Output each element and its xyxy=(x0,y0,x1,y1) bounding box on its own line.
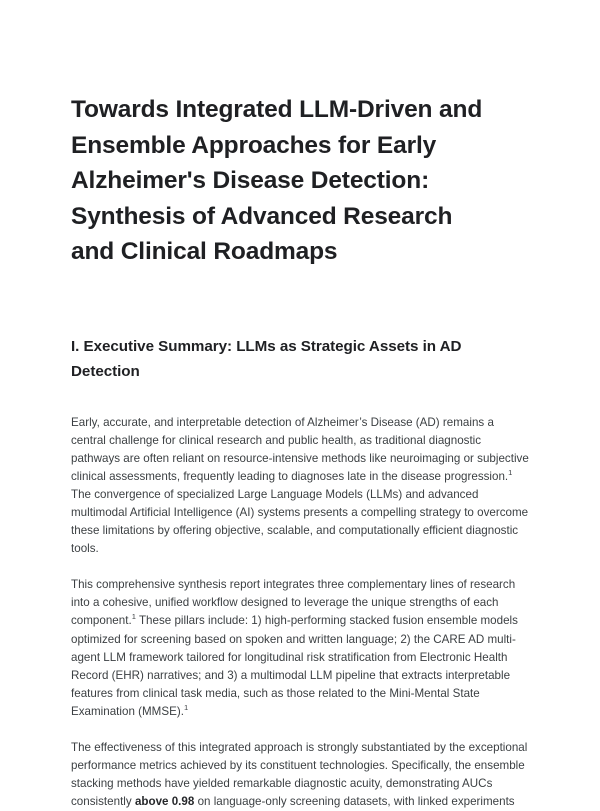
paragraph-3-text-b: on language-only screening datasets, with linked experiments xyxy=(194,795,514,808)
paragraph-3-text-a: The effectiveness of this integrated approach is strongly substantiated by the exceptional performance metrics achieved by its constituent technologies. Specifically, the ensemble stacking methods have yielded remarkable diagnostic acuity, demonstrating AUCs consistently xyxy=(71,741,527,808)
paragraph-1-text-a: Early, accurate, and interpretable detection of Alzheimer’s Disease (AD) remains a central challenge for clinical research and public health, as traditional diagnostic pathways are often reliant on resource-intensive methods like neuroimaging or subjective clinical assessments, frequently leading to diagnoses late in the disease progression. xyxy=(71,416,529,483)
paragraph-2-text-b: These pillars include: 1) high-performing stacked fusion ensemble models optimized for screening based on spoken and written language; 2) the CARE AD multi-agent LLM framework tailored for longitudinal risk stratification from Electronic Health Record (EHR) narratives; and 3) a multimodal LLM pipeline that extracts interpretable features from clinical task media, such as those related to the Mini-Mental State Examination (MMSE). xyxy=(71,614,518,717)
paragraph-1 xyxy=(71,414,529,559)
section-heading-executive-summary: I. Executive Summary: LLMs as Strategic Assets in AD Detection xyxy=(71,270,526,385)
document-body xyxy=(71,385,529,811)
footnote-marker[interactable]: 1 xyxy=(508,468,512,477)
footnote-marker[interactable]: 1 xyxy=(184,703,188,712)
paragraph-2 xyxy=(71,576,529,721)
paragraph-2-text-a: This comprehensive synthesis report integrates three complementary lines of research into a cohesive, unified workflow designed to leverage the unique strengths of each component. xyxy=(71,578,515,627)
footnote-marker[interactable]: 1 xyxy=(132,613,136,622)
paragraph-3 xyxy=(71,739,529,811)
paragraph-1-text-b: The convergence of specialized Large Language Models (LLMs) and advanced multimodal Artificial Intelligence (AI) systems presents a compelling strategy to overcome these limitations by offering objective, scalable, and computationally efficient diagnostic tools. xyxy=(71,488,528,555)
paragraph-3-emphasis-auc-value: above 0.98 xyxy=(135,795,194,808)
document-title: Towards Integrated LLM-Driven and Ensemble Approaches for Early Alzheimer's Disease Detection: Synthesis of Advanced Research and Clinical Roadmaps xyxy=(71,0,501,270)
